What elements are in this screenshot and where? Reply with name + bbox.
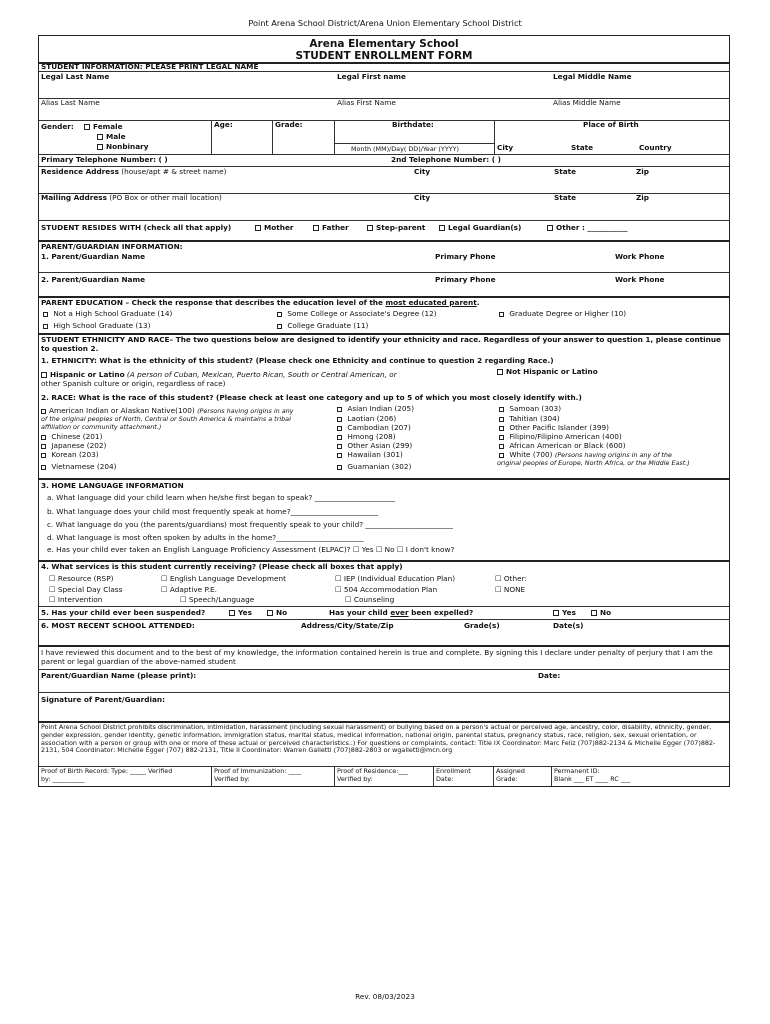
- resides-other[interactable]: Other : ___________: [547, 224, 628, 233]
- alias-middle-name-field[interactable]: Alias Middle Name: [553, 98, 621, 107]
- residence-state-field[interactable]: State: [554, 167, 577, 176]
- language-q-e[interactable]: e. Has your child ever taken an English Language Proficiency Assessment (ELPAC)? ☐ Yes ☐ No ☐ I don't know?: [47, 545, 455, 554]
- resides-with-label: STUDENT RESIDES WITH (check all that apply): [41, 223, 232, 232]
- service-none[interactable]: ☐ NONE: [495, 585, 526, 594]
- recent-school-field[interactable]: 6. MOST RECENT SCHOOL ATTENDED:: [41, 621, 195, 630]
- services-heading: 4. What services is this student currently receiving? (Please check all boxes that apply): [41, 562, 403, 571]
- gender-nonbinary[interactable]: Nonbinary: [97, 143, 149, 152]
- race-laotian[interactable]: Laotian (206): [337, 415, 396, 424]
- ethnicity-hispanic-desc: other Spanish culture or origin, regardless of race): [41, 379, 226, 388]
- office-residence: Proof of Residence:___: [337, 767, 408, 775]
- enrollment-form: [38, 35, 730, 787]
- birth-state-field[interactable]: State: [571, 143, 594, 152]
- office-residence-verified: Verified by:: [337, 775, 373, 783]
- race-korean[interactable]: Korean (203): [41, 451, 99, 460]
- office-immunization-verified: Verified by:: [214, 775, 250, 783]
- resides-father[interactable]: Father: [313, 224, 349, 233]
- legal-middle-name-field[interactable]: Legal Middle Name: [553, 72, 632, 81]
- race-japanese[interactable]: Japanese (202): [41, 442, 106, 451]
- age-field[interactable]: Age:: [214, 120, 233, 129]
- race-vietnamese[interactable]: Vietnamese (204): [41, 463, 116, 472]
- race-chinese[interactable]: Chinese (201): [41, 433, 102, 442]
- edu-graduate-degree[interactable]: Graduate Degree or Higher (10): [499, 310, 626, 319]
- guardian-print-name-field[interactable]: Parent/Guardian Name (please print):: [41, 671, 197, 680]
- guardian-1-name-field[interactable]: 1. Parent/Guardian Name: [41, 252, 146, 261]
- service-adaptive-pe[interactable]: ☐ Adaptive P.E.: [161, 585, 217, 594]
- ethnicity-question: 1. ETHNICITY: What is the ethnicity of this student? (Please check one Ethnicity and continue to question 2 regarding Race.): [41, 356, 554, 365]
- guardian-1-primary-phone-field[interactable]: Primary Phone: [435, 252, 496, 261]
- recent-school-grades-field[interactable]: Grade(s): [464, 621, 500, 630]
- language-q-b[interactable]: b. What language does your child most frequently speak at home?________________________: [47, 507, 379, 516]
- mailing-city-field[interactable]: City: [414, 193, 431, 202]
- language-heading: 3. HOME LANGUAGE INFORMATION: [41, 481, 184, 490]
- residence-city-field[interactable]: City: [414, 167, 431, 176]
- residence-address-field[interactable]: Residence Address (house/apt # & street name): [41, 167, 227, 176]
- language-q-a[interactable]: a. What language did your child learn when he/she first began to speak? ______________________: [47, 493, 395, 502]
- school-name: Arena Elementary School: [309, 38, 459, 50]
- service-eld[interactable]: ☐ English Language Development: [161, 574, 286, 583]
- race-hawaiian[interactable]: Hawaiian (301): [337, 451, 403, 460]
- race-samoan[interactable]: Samoan (303): [499, 405, 561, 414]
- service-iep[interactable]: ☐ IEP (Individual Education Plan): [335, 574, 456, 583]
- alias-last-name-field[interactable]: Alias Last Name: [41, 98, 100, 107]
- edu-some-college[interactable]: Some College or Associate's Degree (12): [277, 310, 437, 319]
- gender-female[interactable]: Female: [84, 123, 123, 132]
- office-birth-record: Proof of Birth Record: Type: _____ Verified: [41, 767, 173, 775]
- student-info-heading: STUDENT INFORMATION: PLEASE PRINT LEGAL NAME: [41, 62, 259, 71]
- resides-step-parent[interactable]: Step-parent: [367, 224, 425, 233]
- office-assigned: Assigned: [496, 767, 525, 775]
- edu-not-hs-grad[interactable]: Not a High School Graduate (14): [43, 310, 172, 319]
- guardian-2-work-phone-field[interactable]: Work Phone: [615, 275, 665, 284]
- gender-male[interactable]: Male: [97, 133, 126, 142]
- expelled-question: Has your child ever been expelled?: [329, 608, 474, 617]
- race-filipino[interactable]: Filipino/Filipino American (400): [499, 433, 622, 442]
- residence-zip-field[interactable]: Zip: [636, 167, 650, 176]
- language-q-d[interactable]: d. What language is most often spoken by adults in the home?________________________: [47, 533, 364, 542]
- office-birth-verified: by: __________: [41, 775, 85, 783]
- nondiscrimination-notice: Point Arena School District prohibits discrimination, intimidation, harassment (including sexual harassment) or bullying based on a person's actual or perceived age, ancestry, color, disability, ethnicity, gender, gender expression, gender identity, genetic information, immigration status, marital status, medical information, national origin, parental status, pregnancy status, race, religion, sex, sexual orientation, or association with a person or group with one or more of these actual or perceived characteristics..) For questions or complaints, contact: Title IX Coordinator: Marc Feliz (707)882-2134 & Michelle Egger (707)882-2131, 504 Coordinator: Michelle Egger (707) 882-2131, Title II Coordinator: Warren Galletti (707)882-2803 or wgalletti@mcn.org: [41, 723, 716, 755]
- district-header: Point Arena School District/Arena Union Elementary School District: [248, 18, 522, 28]
- ethnicity-intro: STUDENT ETHNICITY AND RACE– The two questions below are designed to identify your ethnicity and race. Regardless of your answer to question 1, please continue to question 2.: [41, 335, 722, 353]
- recent-school-dates-field[interactable]: Date(s): [553, 621, 584, 630]
- second-phone-field[interactable]: 2nd Telephone Number: ( ): [391, 155, 501, 164]
- race-aian[interactable]: American Indian or Alaskan Native(100) (Persons having origins in any: [41, 407, 293, 416]
- service-intervention[interactable]: ☐ Intervention: [49, 595, 103, 604]
- guardian-heading: PARENT/GUARDIAN INFORMATION:: [41, 242, 183, 251]
- race-aian-desc: of the original peoples of North, Central or South America & maintains a tribal: [41, 415, 291, 423]
- resides-legal-guardian[interactable]: Legal Guardian(s): [439, 224, 521, 233]
- form-title: STUDENT ENROLLMENT FORM: [295, 50, 473, 62]
- suspended-yes[interactable]: Yes: [229, 609, 252, 618]
- race-cambodian[interactable]: Cambodian (207): [337, 424, 411, 433]
- ethnicity-not-hispanic[interactable]: Not Hispanic or Latino: [497, 368, 598, 377]
- birthdate-field[interactable]: Birthdate:: [392, 120, 434, 129]
- race-white-desc: original peoples of Europe, North Africa, or the Middle East.): [497, 459, 690, 467]
- resides-mother[interactable]: Mother: [255, 224, 294, 233]
- office-enrollment: Enrollment: [436, 767, 471, 775]
- race-hmong[interactable]: Hmong (208): [337, 433, 396, 442]
- race-tahitian[interactable]: Tahitian (304): [499, 415, 560, 424]
- race-other-asian[interactable]: Other Asian (299): [337, 442, 412, 451]
- signature-date-field[interactable]: Date:: [538, 671, 561, 680]
- alias-first-name-field[interactable]: Alias First Name: [337, 98, 396, 107]
- office-enrollment-date: Date:: [436, 775, 454, 783]
- legal-first-name-field[interactable]: Legal First name: [337, 72, 406, 81]
- language-q-c[interactable]: c. What language do you (the parents/guardians) most frequently speak to your child? ________________________: [47, 520, 453, 529]
- grade-field[interactable]: Grade:: [275, 120, 303, 129]
- race-african-american[interactable]: African American or Black (600): [499, 442, 626, 451]
- office-immunization: Proof of Immunization: ____: [214, 767, 302, 775]
- expelled-no[interactable]: No: [591, 609, 611, 618]
- revision-date: Rev. 08/03/2023: [355, 992, 415, 1001]
- suspended-no[interactable]: No: [267, 609, 287, 618]
- recent-school-address-field[interactable]: Address/City/State/Zip: [301, 621, 394, 630]
- mailing-state-field[interactable]: State: [554, 193, 577, 202]
- office-permanent-id-codes: Blank ___ ET ____ RC ___: [554, 775, 631, 783]
- primary-phone-field[interactable]: Primary Telephone Number: ( ): [41, 155, 168, 164]
- ethnicity-hispanic[interactable]: Hispanic or Latino (A person of Cuban, Mexican, Puerto Rican, South or Central American, or: [41, 371, 397, 380]
- mailing-zip-field[interactable]: Zip: [636, 193, 650, 202]
- suspended-question: 5. Has your child ever been suspended?: [41, 608, 206, 617]
- mailing-address-field[interactable]: Mailing Address (PO Box or other mail location): [41, 193, 222, 202]
- service-504[interactable]: ☐ 504 Accommodation Plan: [335, 585, 438, 594]
- service-special-day[interactable]: ☐ Special Day Class: [49, 585, 123, 594]
- guardian-2-name-field[interactable]: 2. Parent/Guardian Name: [41, 275, 146, 284]
- expelled-yes[interactable]: Yes: [553, 609, 576, 618]
- education-heading: PARENT EDUCATION – Check the response that describes the education level of the most educated parent.: [41, 298, 480, 307]
- guardian-1-work-phone-field[interactable]: Work Phone: [615, 252, 665, 261]
- office-assigned-grade: Grade:: [496, 775, 518, 783]
- race-aian-desc-2: affiliation or community attachment.): [41, 423, 162, 431]
- legal-last-name-field[interactable]: Legal Last Name: [41, 72, 110, 81]
- race-asian-indian[interactable]: Asian Indian (205): [337, 405, 414, 414]
- race-guamanian[interactable]: Guamanian (302): [337, 463, 411, 472]
- birthdate-format: Month (MM)/Day( DD)/Year (YYYY): [351, 145, 460, 153]
- gender-label: Gender:: [41, 122, 74, 131]
- guardian-2-primary-phone-field[interactable]: Primary Phone: [435, 275, 496, 284]
- edu-hs-grad[interactable]: High School Graduate (13): [43, 322, 150, 331]
- service-speech[interactable]: ☐ Speech/Language: [180, 595, 255, 604]
- edu-college-grad[interactable]: College Graduate (11): [277, 322, 368, 331]
- service-counseling[interactable]: ☐ Counseling: [345, 595, 395, 604]
- race-question: 2. RACE: What is the race of this student? (Please check at least one category and up to 5 of which you most closely identify with.): [41, 393, 582, 402]
- service-resource[interactable]: ☐ Resource (RSP): [49, 574, 114, 583]
- race-other-pacific[interactable]: Other Pacific Islander (399): [499, 424, 609, 433]
- birth-country-field[interactable]: Country: [639, 143, 672, 152]
- office-permanent-id: Permanent ID:: [554, 767, 600, 775]
- birth-city-field[interactable]: City: [497, 143, 514, 152]
- service-other[interactable]: ☐ Other:: [495, 574, 527, 583]
- race-white[interactable]: White (700) (Persons having origins in any of the: [499, 451, 672, 460]
- place-of-birth-label: Place of Birth: [583, 120, 639, 129]
- attestation-text: I have reviewed this document and to the best of my knowledge, the information contained herein is true and complete. By signing this I declare under penalty of perjury that I am the parent or legal guardian of the above-named student: [41, 648, 713, 666]
- guardian-signature-field[interactable]: Signature of Parent/Guardian:: [41, 695, 166, 704]
